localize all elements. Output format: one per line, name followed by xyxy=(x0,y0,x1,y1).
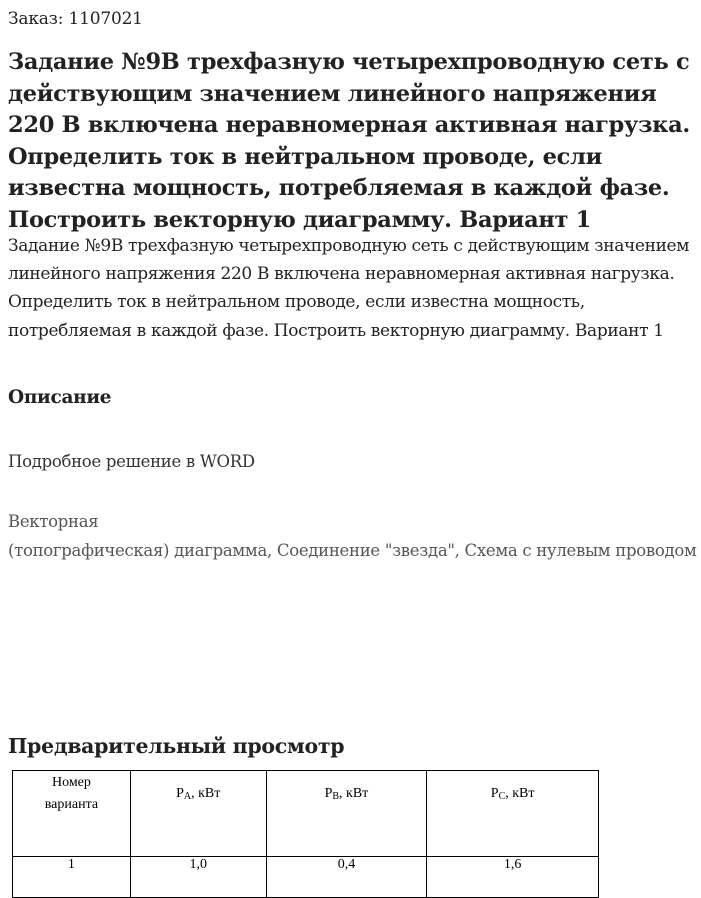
table-header-row xyxy=(13,771,599,857)
table-row xyxy=(13,857,599,898)
header-power-a-symbol: P xyxy=(176,786,184,801)
task-title: Задание №9В трехфазную четырехпроводную сеть с действующим значением линейного напряжения 220 В включена неравномерная активная нагрузка. Определить ток в нейтральном проводе, если известна мощность, потребляемая в каждой фазе. Построить векторную диаграмму. Вариант 1 xyxy=(8,49,690,233)
description-heading: Описание xyxy=(8,387,112,408)
header-power-c-sub: C xyxy=(498,791,506,802)
header-power-b-unit: , кВт xyxy=(339,786,369,801)
header-variant-line1: Номер xyxy=(51,775,91,790)
header-variant-number xyxy=(13,771,131,857)
cell-variant: 1 xyxy=(13,857,131,898)
description-details xyxy=(8,508,698,565)
cell-power-b: 0,4 xyxy=(266,857,427,898)
header-power-b-sub: B xyxy=(332,791,340,802)
task-text: Задание №9В трехфазную четырехпроводную сеть с действующим значением линейного напряжения 220 В включена неравномерная активная нагрузка. Определить ток в нейтральном проводе, если известна мощность, потребляемая в каждой фазе. Построить векторную диаграмму. Вариант 1 xyxy=(8,236,690,341)
header-power-c-unit: , кВт xyxy=(505,786,535,801)
header-power-a xyxy=(130,771,266,857)
header-power-b-symbol: P xyxy=(324,786,333,801)
header-power-a-unit: , кВт xyxy=(191,786,221,801)
order-number: Заказ: 1107021 xyxy=(8,9,143,29)
solution-format-text: Подробное решение в WORD xyxy=(8,452,255,471)
header-power-c xyxy=(427,771,599,857)
header-variant-line2: варианта xyxy=(44,797,99,812)
variant-table xyxy=(12,770,599,898)
cell-power-c: 1,6 xyxy=(427,857,599,898)
header-power-a-sub: A xyxy=(183,791,192,802)
cell-power-a: 1,0 xyxy=(130,857,266,898)
description-details-line1: Векторная xyxy=(8,512,99,531)
description-details-line2: (топографическая) диаграмма, Соединение "звезда", Схема с нулевым проводом xyxy=(8,540,697,560)
header-power-b xyxy=(266,771,427,857)
preview-heading: Предварительный просмотр xyxy=(8,734,345,758)
header-power-c-symbol: P xyxy=(490,786,499,801)
